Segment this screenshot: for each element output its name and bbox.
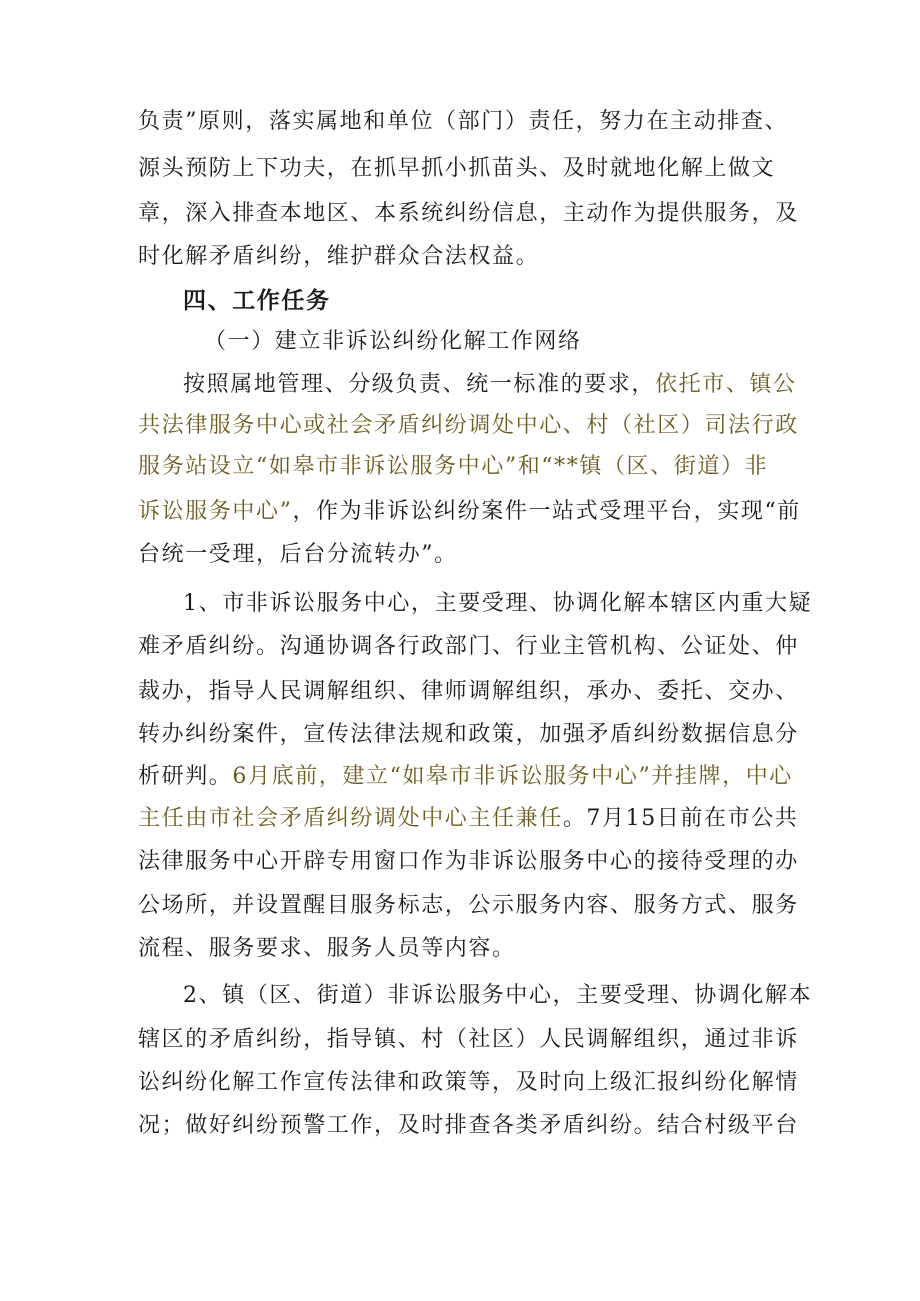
line-segment: ，作为非诉讼纠纷案件一站式受理平台，实现“前	[292, 499, 801, 524]
paragraph-line: 流程、服务要求、服务人员等内容。	[138, 936, 516, 961]
highlighted-segment: 诉讼服务中心”	[138, 499, 293, 524]
paragraph-line: 章，深入排查本地区、本系统纠纷信息，主动作为提供服务，及	[138, 201, 799, 226]
paragraph-line	[183, 370, 843, 400]
paragraph-line: 法律服务中心开辟专用窗口作为非诉讼服务中心的接待受理的办	[138, 849, 799, 874]
paragraph-line: 负责”原则，落实属地和单位（部门）责任，努力在主动排查、	[138, 109, 789, 134]
line-segment: 。7月15日前在市公共	[562, 806, 799, 831]
paragraph-line: 台统一受理，后台分流转办”。	[138, 542, 458, 567]
section-heading: 四、工作任务	[183, 288, 331, 314]
line-segment: 按照属地管理、分级负责、统一标准的要求，	[183, 372, 656, 397]
highlighted-segment: 主任由市社会矛盾纠纷调处中心主任兼任	[138, 806, 563, 831]
paragraph-line: 时化解矛盾纠纷，维护群众合法权益。	[138, 244, 540, 269]
paragraph-line: 转办纠纷案件，宣传法律法规和政策，加强矛盾纠纷数据信息分	[138, 722, 799, 747]
paragraph-line: 讼纠纷化解工作宣传法律和政策等，及时向上级汇报纠纷化解情	[138, 1070, 799, 1095]
subsection-heading: （一）建立非诉讼纠纷化解工作网络	[204, 329, 582, 354]
paragraph-line: 况；做好纠纷预警工作，及时排查各类矛盾纠纷。结合村级平台	[138, 1113, 799, 1138]
line-segment: 析研判。	[138, 764, 233, 789]
paragraph-line: 裁办，指导人民调解组织、律师调解组织，承办、委托、交办、	[138, 679, 799, 704]
paragraph-line: 公场所，并设置醒目服务标志，公示服务内容、服务方式、服务	[138, 893, 799, 918]
paragraph-line	[138, 762, 798, 792]
paragraph-line: 2、镇（区、街道）非诉讼服务中心，主要受理、协调化解本	[183, 983, 813, 1008]
paragraph-line: 源头预防上下功夫，在抓早抓小抓苗头、及时就地化解上做文	[138, 156, 776, 181]
highlighted-line: 共法律服务中心或社会矛盾纠纷调处中心、村（社区）司法行政	[138, 413, 799, 438]
paragraph-line	[138, 804, 798, 834]
highlighted-segment: 依托市、镇公	[655, 372, 797, 397]
highlighted-segment: 6月底前，建立“如皋市非诉讼服务中心”并挂牌，中心	[232, 764, 793, 789]
paragraph-line: 1、市非诉讼服务中心，主要受理、协调化解本辖区内重大疑	[183, 591, 813, 616]
highlighted-line: 服务站设立“如皋市非诉讼服务中心”和“**镇（区、街道）非	[138, 454, 769, 479]
paragraph-line	[138, 497, 801, 527]
paragraph-line: 难矛盾纠纷。沟通协调各行政部门、行业主管机构、公证处、仲	[138, 634, 799, 659]
paragraph-line: 辖区的矛盾纠纷，指导镇、村（社区）人民调解组织，通过非诉	[138, 1027, 799, 1052]
